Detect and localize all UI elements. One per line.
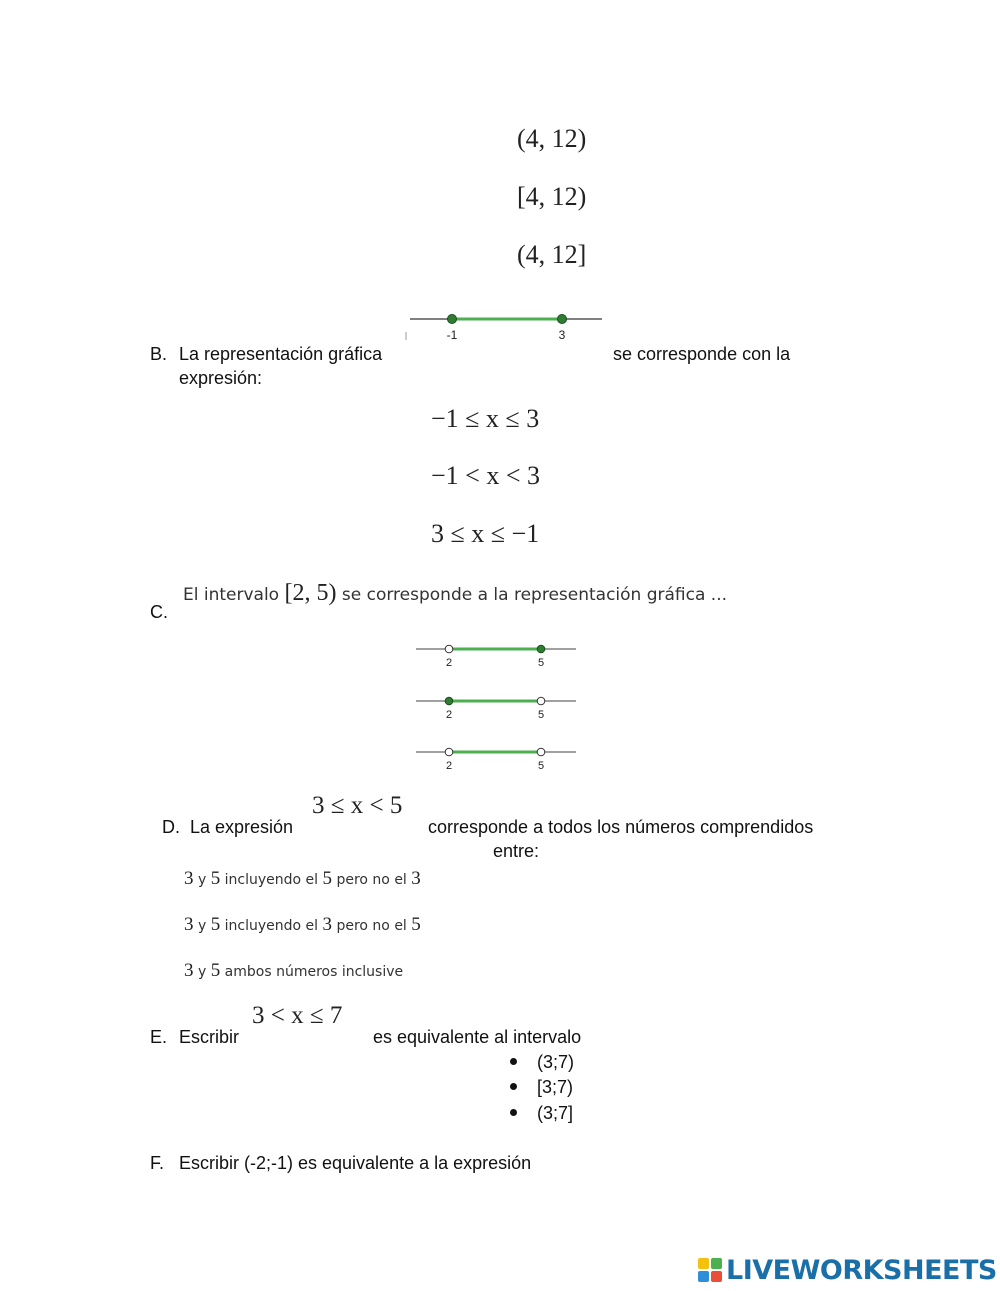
expression-option-b3[interactable]: 3 ≤ x ≤ −1 [431,519,540,548]
range-d1-y: y [197,872,207,888]
range-d1-mid: incluyendo el [224,872,319,888]
numberline-c1-right-point [537,645,545,653]
numberline-c2-left-label: 2 [445,709,453,721]
numberline-c3-right-point [537,748,545,756]
section-d-text: La expresión [190,817,294,837]
section-b-text-after: se corresponde con la [613,344,791,364]
logo-block-yellow [698,1258,709,1269]
expression-option-b1[interactable]: −1 ≤ x ≤ 3 [431,404,540,433]
range-d2-d: 5 [411,914,421,935]
logo-text: LIVEWORKSHEETS [726,1254,997,1286]
section-d-math: 3 ≤ x < 5 [312,792,403,819]
range-d3-b: 5 [210,960,221,981]
logo-blocks-icon [698,1258,722,1282]
range-d2-a: 3 [184,914,194,935]
section-d-text-line2: entre: [493,841,540,861]
range-d3-y: y [197,964,207,980]
numberline-c3-right-label: 5 [537,760,545,772]
section-c-heading-text: El intervalo [183,585,280,605]
section-e-letter: E. [150,1027,168,1047]
interval-option-e3[interactable]: (3;7] [537,1103,574,1123]
range-d1-d: 3 [411,868,421,889]
section-f-letter: F. [150,1153,165,1173]
logo-block-red [711,1271,722,1282]
numberline-option-c3[interactable] [414,743,580,775]
range-option-d1[interactable] [184,868,421,890]
numberline-c3-left-point [445,748,453,756]
numberline-c2-right-label: 5 [537,709,545,721]
logo-block-green [711,1258,722,1269]
numberline-c2-left-point [445,697,453,705]
section-e-text: Escribir [179,1027,240,1047]
range-d1-b: 5 [210,868,221,889]
numberline-c1-right-label: 5 [537,657,545,669]
numberline-c2-right-point [537,697,545,705]
numberline-c3-left-label: 2 [445,760,453,772]
interval-option-a1[interactable]: (4, 12) [517,124,587,153]
range-d2-tail: pero no el [336,918,407,934]
section-b-letter: B. [150,344,168,364]
section-c-heading [183,580,727,607]
range-d1-c: 5 [322,868,333,889]
range-option-d2[interactable] [184,914,421,936]
numberline-b-left-point [448,315,457,324]
interval-option-a2[interactable]: [4, 12) [517,182,587,211]
numberline-b-right-point [558,315,567,324]
range-d2-b: 5 [210,914,221,935]
numberline-option-c2[interactable] [414,692,580,724]
section-c-heading-math: [2, 5) [284,580,337,606]
interval-option-a3[interactable]: (4, 12] [517,240,587,269]
numberline-b-left-label: -1 [446,328,458,342]
numberline-c1-left-label: 2 [445,657,453,669]
section-c-heading-tail: se corresponde a la representación gráfica ... [341,585,728,605]
range-d2-mid: incluyendo el [224,918,319,934]
section-e-text-after: es equivalente al intervalo [373,1027,582,1047]
range-option-d3[interactable] [184,960,403,982]
numberline-option-c1[interactable] [414,640,580,672]
section-d-letter: D. [162,817,180,837]
numberline-b [402,304,608,344]
numberline-c1-left-point [445,645,453,653]
section-f-text: Escribir (-2;-1) es equivalente a la expresión [179,1153,532,1173]
bullet-icon [510,1109,517,1116]
numberline-b-right-label: 3 [558,328,566,342]
interval-option-e1[interactable]: (3;7) [537,1052,575,1072]
section-d-text-after: corresponde a todos los números comprendidos [428,817,814,837]
range-d3-a: 3 [184,960,194,981]
bullet-icon [510,1058,517,1065]
range-d3-mid: ambos números inclusive [224,964,404,980]
range-d1-tail: pero no el [336,872,407,888]
section-e-math: 3 < x ≤ 7 [252,1002,343,1029]
section-c-letter: C. [150,602,168,622]
bullet-icon [510,1083,517,1090]
expression-option-b2[interactable]: −1 < x < 3 [431,461,540,490]
liveworksheets-logo [698,1255,997,1285]
range-d2-y: y [197,918,207,934]
logo-block-blue [698,1271,709,1282]
range-d1-a: 3 [184,868,194,889]
section-b-text: La representación gráfica [179,344,383,364]
section-b-text-line2: expresión: [179,368,263,388]
interval-option-e2[interactable]: [3;7) [537,1077,574,1097]
range-d2-c: 3 [322,914,333,935]
